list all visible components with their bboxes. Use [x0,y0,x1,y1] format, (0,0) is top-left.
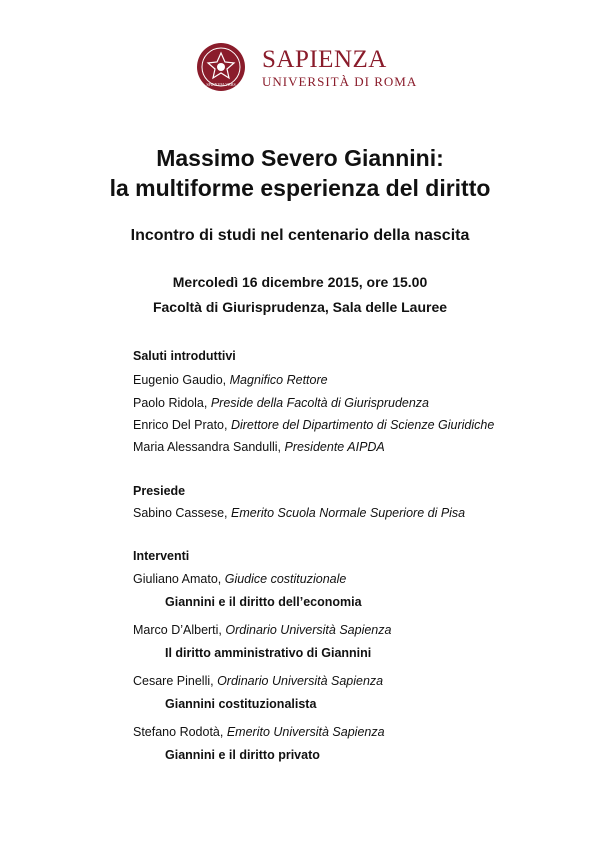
talk-title: Giannini e il diritto privato [165,748,320,762]
sapienza-seal-icon [196,42,246,92]
speaker-name: Sabino Cassese, [133,506,228,520]
event-title [0,143,600,203]
brand-name: SAPIENZA [262,46,387,73]
event-place: Facoltà di Giurisprudenza, Sala delle Lauree [152,299,448,315]
speaker-role: Direttore del Dipartimento di Scienze Giuridiche [230,418,495,432]
speaker-name: Paolo Ridola, [133,396,208,410]
title-line-1: Massimo Severo Giannini: [156,145,444,171]
speaker-role: Magnifico Rettore [229,373,328,387]
intervento-speaker [133,725,385,739]
speaker-role: Giudice costituzionale [224,572,347,586]
event-date: Mercoledì 16 dicembre 2015, ore 15.00 [172,274,428,290]
speaker-name: Maria Alessandra Sandulli, [133,440,281,454]
talk-title: Il diritto amministrativo di Giannini [165,646,372,660]
speaker-role: Emerito Scuola Normale Superiore di Pisa [231,506,466,520]
speaker-name: Marco D’Alberti, [133,623,222,637]
speaker-name: Eugenio Gaudio, [133,373,227,387]
intervento-speaker [133,572,346,586]
presiede-heading: Presiede [133,484,186,498]
interventi-heading: Interventi [133,549,190,563]
speaker-name: Giuliano Amato, [133,572,222,586]
speaker-role: Emerito Università Sapienza [226,725,385,739]
speaker-name: Enrico Del Prato, [133,418,228,432]
speaker-role: Preside della Facoltà di Giurisprudenza [210,396,430,410]
saluti-item [133,418,494,432]
talk-title: Giannini costituzionalista [165,697,317,711]
intervento-speaker [133,674,383,688]
svg-text:SPIENVM·VRBS: SPIENVM·VRBS [206,82,236,87]
title-line-2: la multiforme esperienza del diritto [109,175,491,201]
saluti-item [133,440,385,454]
saluti-item [133,373,328,387]
brand-subtitle: UNIVERSITÀ DI ROMA [262,74,418,89]
talk-title: Giannini e il diritto dell’economia [165,595,362,609]
saluti-item [133,396,429,410]
speaker-role: Ordinario Università Sapienza [217,674,384,688]
intervento-speaker [133,623,391,637]
event-subtitle: Incontro di studi nel centenario della nascita [130,227,470,244]
presiede-item [133,506,465,520]
speaker-role: Presidente AIPDA [284,440,385,454]
speaker-role: Ordinario Università Sapienza [225,623,392,637]
university-logo [0,42,600,92]
speaker-name: Cesare Pinelli, [133,674,214,688]
saluti-heading: Saluti introduttivi [133,349,236,363]
speaker-name: Stefano Rodotà, [133,725,224,739]
